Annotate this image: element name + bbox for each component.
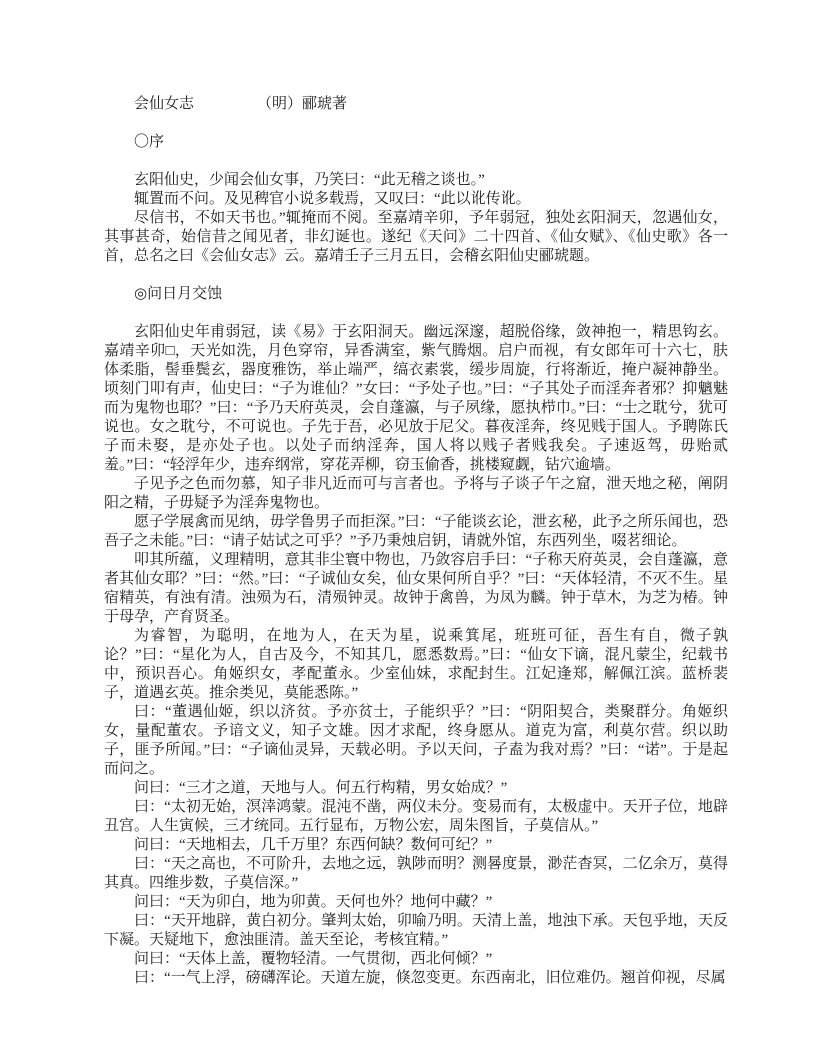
paragraph: 曰：“天之高也，不可阶升，去地之远，孰陟而明？测晷度景，渺茫杳冥，二亿余万，莫得其真。四维步数，子莫信深。” [104,856,728,891]
paragraph: 为睿智，为聪明，在地为人，在天为星，说乘箕尾，班班可征，吾生有自，微子孰论？”曰：“星化为人，自古及今，不知其几，愿悉数焉。”曰：“仙女下谪，混凡蒙尘，纪载书中，预识吾心。角姬织女，孝配董永。少室仙妹，求配封生。江妃逢郑，解佩江滨。蓝桥裴子，道遇玄英。推余类见，莫能悉陈。” [104,628,728,701]
paragraph: 玄阳仙史，少闻会仙女事，乃笑曰：“此无稽之谈也。” [134,172,485,188]
preface-text-block [104,171,728,266]
paragraph: 曰：“太初无始，溟涬鸿蒙。混沌不凿，两仪未分。变易而有，太极虚中。天开子位，地辟丑宫。人生寅候，三才统同。五行显布，万物公宏，周朱图旨，子莫信从。” [104,799,728,834]
paragraph: 问曰：“三才之道，天地与人。何五行构精，男女始成？” [134,780,508,796]
paragraph: 曰：“董遇仙姬，织以济贫。予亦贫士，子能织乎？”曰：“阴阳契合，类聚群分。角姬织女，量配董农。予谙文义，知子文雄。因才求配，终身愿从。道克为富，利莫尔营。织以助子，匪予所闻。”曰：“子谪仙灵异，天载必明。予以天问，子盍为我对焉？”曰：“诺”。于是起而问之。 [104,704,728,777]
paragraph: 叩其所蕴，义理精明，意其非尘寰中物也，乃敛容启手曰：“子称天府英灵，会自蓬瀛，意者其仙女耶？”曰：“然。”曰：“子诚仙女矣，仙女果何所自乎？”曰：“天体轻清，不灭不生。星宿精英，有浊有清。浊殒为石，清殒钟灵。故钟于禽兽，为凤为麟。钟于草木，为芝为椿。钟于母孕，产育贤圣。 [104,552,728,625]
title-line [104,95,728,114]
chapter-heading: ◎问日月交蚀 [134,286,223,302]
paragraph: 曰：“天开地辟，黄白初分。肇判太始，卯喻乃明。天清上盖，地浊下承。天包乎地，天反下凝。天疑地下，愈浊匪清。盖天至论，考核宜精。” [104,913,728,948]
doc-title: 会仙女志 [134,96,195,112]
paragraph: 尽信书，不如天书也。”辄掩而不阅。至嘉靖辛卯，予年弱冠，独处玄阳洞天，忽遇仙女，其事甚奇，始信昔之闻见者，非幻诞也。遂纪《天问》二十四首、《仙女赋》、《仙史歌》各一首，总名之曰《会仙女志》云。嘉靖壬子三月五日，会稽玄阳仙史郦琥题。 [104,210,728,264]
paragraph: 辄置而不问。及见稗官小说多载焉，又叹曰：“此以讹传讹。 [134,191,531,207]
paragraph: 玄阳仙史年甫弱冠，读《易》于玄阳洞天。幽远深邃，超脱俗缘，敛神抱一，精思钩玄。嘉靖辛卯□，天光如洗，月色穿帘，异香满室，紫气腾烟。启户而视，有女郎年可十六七，肤体柔脂，髻垂鬓玄，器度雅饬，举止端严，缟衣素裳，缓步周旋，行将渐近，掩户凝神静坐。顷刻门叩有声，仙史曰：“子为谁仙？”女曰：“予处子也。”曰：“子其处子而淫奔者邪？抑魑魅而为鬼物也耶？”曰：“予乃天府英灵，会自蓬瀛，与子夙缘，愿执栉巾。”曰：“士之耽兮，犹可说也。女之耽兮，不可说也。子先于吾，必见放于尼父。暮夜淫奔，终见贱于国人。予聘陈氏子而未娶，是亦处子也。以处子而纳淫奔，国人将以贱子者贱我矣。子速返驾，毋贻贰羞。”曰：“轻浮年少，违弃纲常，穿花弄柳，窃玉偷香，挑楼窥觑，钻穴逾墙。 [104,324,728,473]
paragraph: 问曰：“天为卯白，地为卯黄。天何也外？地何中藏？” [134,894,493,910]
preface-heading: 〇序 [134,134,165,150]
document-page [104,95,728,988]
paragraph: 曰：“一气上浮，磅礴浑论。天道左旋，倏忽变更。东西南北，旧位难仍。翘首仰视，尽属 [134,970,726,986]
paragraph: 愿子学展禽而见纳，毋学鲁男子而拒深。”曰：“子能谈玄论，泄玄秘，此予之所乐闻也，恐吾子之未能。”曰：“请子姑试之可乎？”予乃秉烛启钥，请就外馆，东西列坐，啜茗细论。 [104,514,728,549]
chapter-text-block [104,323,728,988]
paragraph: 子见予之色而勿慕，知子非凡近而可与言者也。予将与子谈子午之窟，泄天地之秘，阐阴阳之精，子毋疑予为淫奔鬼物也。 [104,476,728,511]
doc-author: （明）郦琥著 [257,96,348,112]
paragraph: 问曰：“天体上盖，覆物轻清。一气贯彻，西北何倾？” [134,951,493,967]
paragraph: 问曰：“天地相去，几千万里？东西何缺？数何可纪？” [134,837,493,853]
